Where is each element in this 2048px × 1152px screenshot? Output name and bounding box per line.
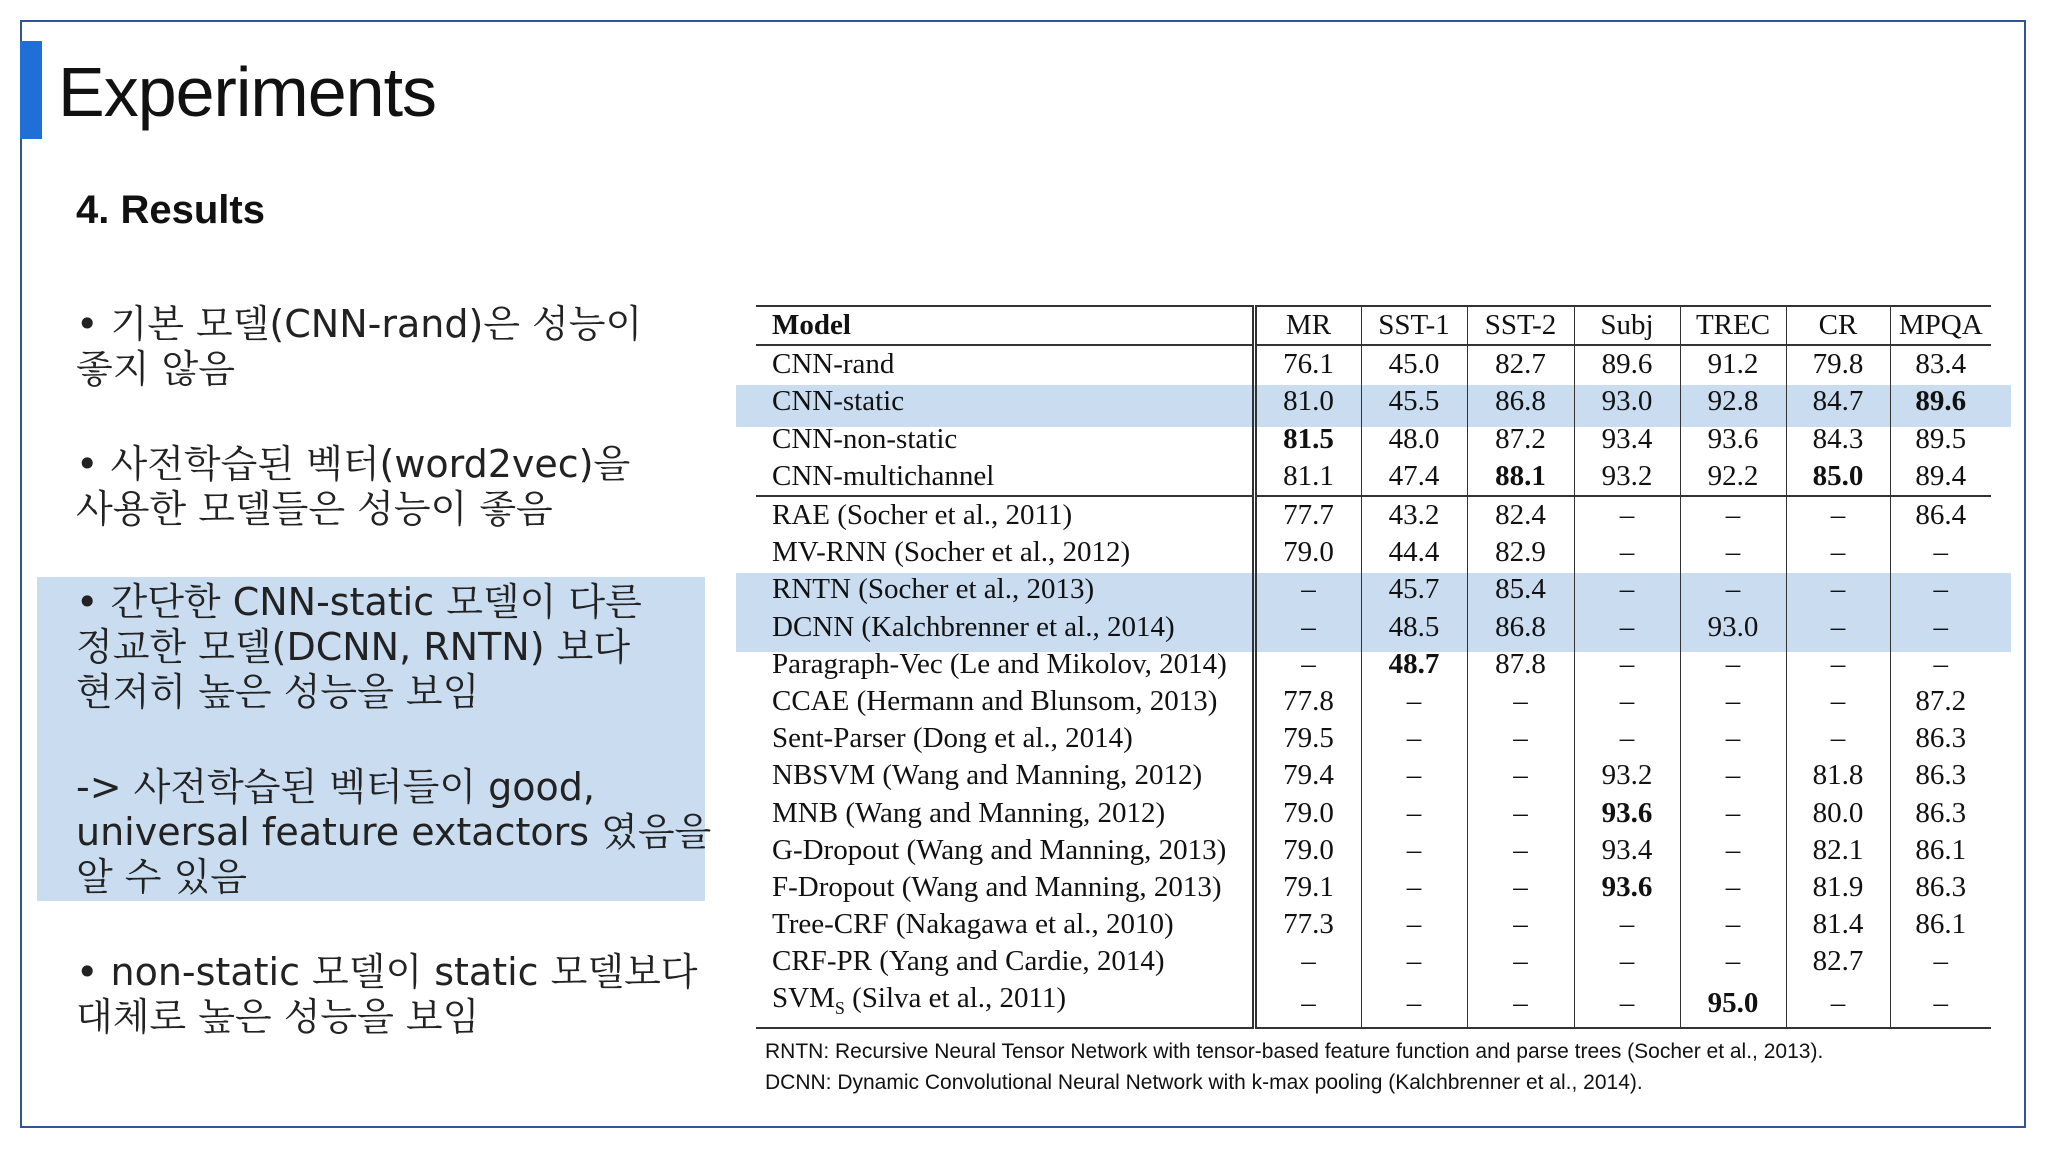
score-cell-trec: 93.6 bbox=[1680, 421, 1786, 458]
score-cell-trec: – bbox=[1680, 646, 1786, 683]
score-cell-mr: 79.0 bbox=[1254, 534, 1361, 571]
score-cell-trec: – bbox=[1680, 832, 1786, 869]
score-cell-mr: – bbox=[1254, 646, 1361, 683]
score-cell-subj: 93.2 bbox=[1574, 458, 1680, 496]
score-cell-subj: – bbox=[1574, 943, 1680, 980]
score-cell-cr: – bbox=[1786, 496, 1890, 534]
model-subscript: S bbox=[834, 998, 845, 1019]
score-cell-mr: – bbox=[1254, 609, 1361, 646]
score-cell-trec: – bbox=[1680, 794, 1786, 831]
score-cell-sst-1: 43.2 bbox=[1361, 496, 1467, 534]
score-cell-cr: 80.0 bbox=[1786, 794, 1890, 831]
score-cell-sst-2: – bbox=[1467, 869, 1574, 906]
score-cell-mr: 79.1 bbox=[1254, 869, 1361, 906]
score-cell-mpqa: – bbox=[1890, 534, 1991, 571]
score-cell-mr: 77.8 bbox=[1254, 683, 1361, 720]
column-header-subj: Subj bbox=[1574, 306, 1680, 345]
score-cell-subj: 93.4 bbox=[1574, 832, 1680, 869]
score-cell-sst-1: 48.7 bbox=[1361, 646, 1467, 683]
model-name-cell: CNN-multichannel bbox=[772, 459, 995, 492]
column-header-cr: CR bbox=[1786, 306, 1890, 345]
score-cell-sst-1: – bbox=[1361, 683, 1467, 720]
model-name-cell: F-Dropout (Wang and Manning, 2013) bbox=[772, 870, 1222, 903]
score-cell-mr: 79.5 bbox=[1254, 720, 1361, 757]
score-cell-subj: – bbox=[1574, 534, 1680, 571]
score-cell-cr: 81.9 bbox=[1786, 869, 1890, 906]
table-row bbox=[756, 496, 1991, 534]
table-row bbox=[756, 869, 1991, 906]
score-cell-mpqa: 89.4 bbox=[1890, 458, 1991, 496]
score-cell-cr: – bbox=[1786, 609, 1890, 646]
score-cell-sst-1: – bbox=[1361, 720, 1467, 757]
score-cell-mr: – bbox=[1254, 571, 1361, 608]
score-cell-cr: – bbox=[1786, 683, 1890, 720]
score-cell-subj: – bbox=[1574, 609, 1680, 646]
score-cell-trec: 93.0 bbox=[1680, 609, 1786, 646]
score-cell-trec: – bbox=[1680, 757, 1786, 794]
score-cell-sst-2: 82.9 bbox=[1467, 534, 1574, 571]
score-cell-subj: – bbox=[1574, 720, 1680, 757]
score-cell-subj: – bbox=[1574, 980, 1680, 1028]
score-cell-mpqa: 89.6 bbox=[1890, 383, 1991, 420]
score-cell-mr: 76.1 bbox=[1254, 345, 1361, 383]
score-cell-mpqa: 86.1 bbox=[1890, 832, 1991, 869]
score-cell-sst-1: 47.4 bbox=[1361, 458, 1467, 496]
bullet-cnn-static: • 간단한 CNN-static 모델이 다른 정교한 모델(DCNN, RNTN) 보다 현저히 높은 성능을 보임 bbox=[76, 580, 642, 714]
results-table bbox=[756, 305, 1991, 1029]
score-cell-mpqa: 87.2 bbox=[1890, 683, 1991, 720]
score-cell-subj: – bbox=[1574, 683, 1680, 720]
table-row bbox=[756, 609, 1991, 646]
score-cell-mr: 81.0 bbox=[1254, 383, 1361, 420]
score-cell-sst-1: 44.4 bbox=[1361, 534, 1467, 571]
score-cell-sst-2: 86.8 bbox=[1467, 609, 1574, 646]
model-name-cell: CNN-static bbox=[772, 385, 905, 418]
model-name-cell: RAE (Socher et al., 2011) bbox=[756, 496, 1254, 534]
score-cell-mr: – bbox=[1254, 943, 1361, 980]
score-cell-sst-2: – bbox=[1467, 980, 1574, 1028]
score-cell-sst-2: 87.2 bbox=[1467, 421, 1574, 458]
score-cell-sst-1: 48.5 bbox=[1361, 609, 1467, 646]
score-cell-trec: – bbox=[1680, 683, 1786, 720]
score-cell-mpqa: – bbox=[1890, 571, 1991, 608]
score-cell-mr: 79.0 bbox=[1254, 832, 1361, 869]
bullet-cnn-rand: • 기본 모델(CNN-rand)은 성능이 좋지 않음 bbox=[76, 302, 643, 391]
score-cell-mpqa: 86.1 bbox=[1890, 906, 1991, 943]
table-row bbox=[756, 345, 1991, 383]
score-cell-subj: 93.4 bbox=[1574, 421, 1680, 458]
score-cell-subj: – bbox=[1574, 571, 1680, 608]
score-cell-mr: – bbox=[1254, 980, 1361, 1028]
column-header-mpqa: MPQA bbox=[1890, 306, 1991, 345]
score-cell-mpqa: – bbox=[1890, 980, 1991, 1028]
score-cell-subj: 93.6 bbox=[1574, 794, 1680, 831]
column-header-model: Model bbox=[756, 306, 1254, 345]
results-table-container bbox=[756, 305, 1991, 1029]
slide-title: Experiments bbox=[58, 53, 437, 131]
model-name-cell: CNN-non-static bbox=[772, 422, 958, 455]
score-cell-trec: – bbox=[1680, 943, 1786, 980]
score-cell-subj: – bbox=[1574, 496, 1680, 534]
score-cell-trec: – bbox=[1680, 534, 1786, 571]
score-cell-mpqa: – bbox=[1890, 943, 1991, 980]
score-cell-subj: 93.6 bbox=[1574, 869, 1680, 906]
score-cell-sst-2: 88.1 bbox=[1467, 458, 1574, 496]
score-cell-sst-2: 85.4 bbox=[1467, 571, 1574, 608]
score-cell-sst-2: 82.7 bbox=[1467, 345, 1574, 383]
model-name-cell: RNTN (Socher et al., 2013) bbox=[772, 573, 1095, 606]
score-cell-subj: 89.6 bbox=[1574, 345, 1680, 383]
table-row bbox=[756, 906, 1991, 943]
model-name-cell: CCAE (Hermann and Blunsom, 2013) bbox=[772, 684, 1218, 717]
score-cell-cr: 81.8 bbox=[1786, 757, 1890, 794]
score-cell-sst-1: – bbox=[1361, 980, 1467, 1028]
score-cell-cr: – bbox=[1786, 980, 1890, 1028]
score-cell-mpqa: – bbox=[1890, 646, 1991, 683]
score-cell-mpqa: 83.4 bbox=[1890, 345, 1991, 383]
footnote-dcnn: DCNN: Dynamic Convolutional Neural Network with k-max pooling (Kalchbrenner et al., 2014). bbox=[765, 1071, 1643, 1094]
model-name-cell: G-Dropout (Wang and Manning, 2013) bbox=[772, 833, 1227, 866]
score-cell-mpqa: 86.3 bbox=[1890, 757, 1991, 794]
table-row bbox=[756, 458, 1991, 496]
score-cell-sst-1: 48.0 bbox=[1361, 421, 1467, 458]
score-cell-mpqa: 86.4 bbox=[1890, 496, 1991, 534]
table-row bbox=[756, 720, 1991, 757]
score-cell-sst-1: – bbox=[1361, 794, 1467, 831]
model-name-cell: CNN-rand bbox=[772, 348, 895, 381]
score-cell-trec: – bbox=[1680, 720, 1786, 757]
table-row bbox=[756, 980, 1991, 1028]
score-cell-sst-2: – bbox=[1467, 943, 1574, 980]
score-cell-mpqa: – bbox=[1890, 609, 1991, 646]
column-header-sst-1: SST-1 bbox=[1361, 306, 1467, 345]
model-name-cell: MNB (Wang and Manning, 2012) bbox=[772, 796, 1166, 829]
section-heading: 4. Results bbox=[76, 188, 265, 232]
score-cell-cr: 79.8 bbox=[1786, 345, 1890, 383]
model-name-cell: Tree-CRF (Nakagawa et al., 2010) bbox=[772, 908, 1174, 941]
table-row bbox=[756, 383, 1991, 420]
model-name-cell: Sent-Parser (Dong et al., 2014) bbox=[772, 722, 1133, 755]
table-header-row bbox=[756, 306, 1991, 345]
score-cell-cr: – bbox=[1786, 720, 1890, 757]
score-cell-sst-2: – bbox=[1467, 683, 1574, 720]
score-cell-trec: – bbox=[1680, 571, 1786, 608]
bullet-universal-features: -> 사전학습된 벡터들이 good, universal feature extactors 였음을 알 수 있음 bbox=[76, 765, 712, 899]
model-name-cell: $SVM_S$ (Silva et al., 2011) bbox=[756, 980, 1254, 1028]
score-cell-sst-2: – bbox=[1467, 757, 1574, 794]
score-cell-trec: – bbox=[1680, 906, 1786, 943]
score-cell-sst-1: – bbox=[1361, 906, 1467, 943]
table-row bbox=[756, 832, 1991, 869]
score-cell-cr: 84.7 bbox=[1786, 383, 1890, 420]
model-name-cell: Paragraph-Vec (Le and Mikolov, 2014) bbox=[772, 647, 1227, 680]
score-cell-subj: – bbox=[1574, 906, 1680, 943]
score-cell-subj: 93.2 bbox=[1574, 757, 1680, 794]
table-row bbox=[756, 534, 1991, 571]
score-cell-subj: 93.0 bbox=[1574, 383, 1680, 420]
model-name-cell: DCNN (Kalchbrenner et al., 2014) bbox=[772, 610, 1175, 643]
score-cell-cr: 82.1 bbox=[1786, 832, 1890, 869]
score-cell-sst-2: – bbox=[1467, 794, 1574, 831]
score-cell-sst-1: 45.0 bbox=[1361, 345, 1467, 383]
model-name-cell: NBSVM (Wang and Manning, 2012) bbox=[772, 759, 1203, 792]
score-cell-trec: – bbox=[1680, 496, 1786, 534]
footnote-rntn: RNTN: Recursive Neural Tensor Network with tensor-based feature function and parse trees (Socher et al., 2013). bbox=[765, 1040, 1824, 1063]
table-row bbox=[756, 646, 1991, 683]
score-cell-cr: – bbox=[1786, 534, 1890, 571]
score-cell-sst-2: – bbox=[1467, 832, 1574, 869]
table-row bbox=[756, 943, 1991, 980]
score-cell-trec: – bbox=[1680, 869, 1786, 906]
score-cell-cr: – bbox=[1786, 646, 1890, 683]
table-row bbox=[756, 421, 1991, 458]
title-accent-bar bbox=[20, 41, 42, 139]
score-cell-trec: 92.8 bbox=[1680, 383, 1786, 420]
score-cell-trec: 91.2 bbox=[1680, 345, 1786, 383]
score-cell-sst-1: – bbox=[1361, 869, 1467, 906]
bullet-non-static: • non-static 모델이 static 모델보다 대체로 높은 성능을 보임 bbox=[76, 950, 698, 1039]
score-cell-cr: 85.0 bbox=[1786, 458, 1890, 496]
column-header-sst-2: SST-2 bbox=[1467, 306, 1574, 345]
table-row bbox=[756, 757, 1991, 794]
score-cell-mpqa: 86.3 bbox=[1890, 720, 1991, 757]
score-cell-cr: 81.4 bbox=[1786, 906, 1890, 943]
score-cell-trec: 92.2 bbox=[1680, 458, 1786, 496]
score-cell-cr: – bbox=[1786, 571, 1890, 608]
score-cell-mpqa: 86.3 bbox=[1890, 869, 1991, 906]
score-cell-cr: 84.3 bbox=[1786, 421, 1890, 458]
bullet-pretrained-vectors: • 사전학습된 벡터(word2vec)을 사용한 모델들은 성능이 좋음 bbox=[76, 442, 631, 531]
score-cell-mr: 79.0 bbox=[1254, 794, 1361, 831]
table-row bbox=[756, 571, 1991, 608]
score-cell-sst-2: 87.8 bbox=[1467, 646, 1574, 683]
score-cell-mpqa: 89.5 bbox=[1890, 421, 1991, 458]
score-cell-sst-2: 86.8 bbox=[1467, 383, 1574, 420]
score-cell-sst-1: – bbox=[1361, 832, 1467, 869]
score-cell-sst-2: – bbox=[1467, 906, 1574, 943]
score-cell-sst-1: – bbox=[1361, 757, 1467, 794]
score-cell-mpqa: 86.3 bbox=[1890, 794, 1991, 831]
score-cell-mr: 77.3 bbox=[1254, 906, 1361, 943]
score-cell-mr: 79.4 bbox=[1254, 757, 1361, 794]
column-header-trec: TREC bbox=[1680, 306, 1786, 345]
model-name-cell: CRF-PR (Yang and Cardie, 2014) bbox=[772, 945, 1165, 978]
score-cell-cr: 82.7 bbox=[1786, 943, 1890, 980]
score-cell-sst-2: – bbox=[1467, 720, 1574, 757]
table-row bbox=[756, 794, 1991, 831]
score-cell-mr: 77.7 bbox=[1254, 496, 1361, 534]
column-header-mr: MR bbox=[1254, 306, 1361, 345]
table-row bbox=[756, 683, 1991, 720]
score-cell-sst-1: 45.5 bbox=[1361, 383, 1467, 420]
footnotes bbox=[765, 1036, 1823, 1098]
score-cell-sst-1: 45.7 bbox=[1361, 571, 1467, 608]
score-cell-mr: 81.1 bbox=[1254, 458, 1361, 496]
score-cell-sst-1: – bbox=[1361, 943, 1467, 980]
score-cell-subj: – bbox=[1574, 646, 1680, 683]
score-cell-trec: 95.0 bbox=[1680, 980, 1786, 1028]
score-cell-mr: 81.5 bbox=[1254, 421, 1361, 458]
score-cell-sst-2: 82.4 bbox=[1467, 496, 1574, 534]
model-name-cell: MV-RNN (Socher et al., 2012) bbox=[772, 536, 1131, 569]
